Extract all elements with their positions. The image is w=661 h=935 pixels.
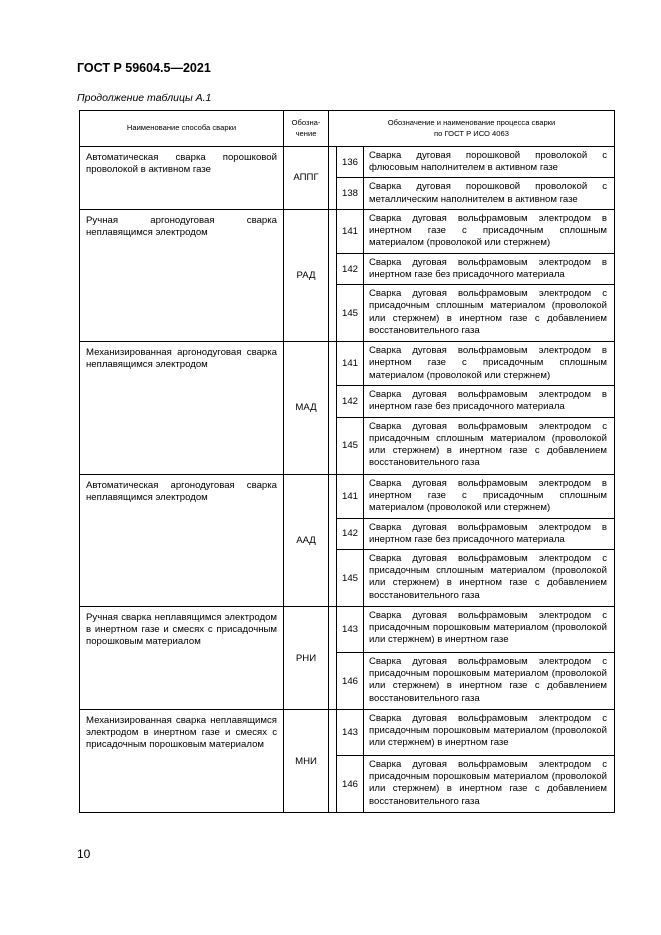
process-code-cell: 142 bbox=[337, 386, 364, 417]
method-cell: Ручная сварка неплавящимся электродом в инертном газе и смесях с присадочным порошковым материалом bbox=[80, 607, 284, 710]
process-code-cell: 141 bbox=[337, 474, 364, 518]
column-header-process bbox=[329, 111, 615, 147]
process-code-cell: 145 bbox=[337, 417, 364, 474]
designation-cell: МАД bbox=[284, 342, 329, 474]
process-name-cell: Сварка дуговая вольфрамовым электродом в инертном газе без присадочного материала bbox=[364, 253, 615, 284]
column-header-designation-line1: Обозна- bbox=[291, 118, 321, 127]
column-gap bbox=[329, 342, 337, 474]
table-continuation-label: Продолжение таблицы А.1 bbox=[77, 92, 212, 104]
process-code-cell: 146 bbox=[337, 653, 364, 710]
designation-cell: РНИ bbox=[284, 607, 329, 710]
column-gap bbox=[329, 710, 337, 813]
table-row bbox=[80, 474, 615, 518]
method-cell: Механизированная аргонодуговая сварка неплавящимся электродом bbox=[80, 342, 284, 474]
process-name-cell: Сварка дуговая порошковой проволокой с металлическим наполнителем в активном газе bbox=[364, 178, 615, 209]
table-row bbox=[80, 607, 615, 653]
process-code-cell: 142 bbox=[337, 253, 364, 284]
method-cell: Автоматическая сварка порошковой проволокой в активном газе bbox=[80, 147, 284, 210]
column-header-process-line2: по ГОСТ Р ИСО 4063 bbox=[434, 128, 509, 138]
column-header-method-text: Наименование способа сварки bbox=[126, 123, 237, 133]
process-code-cell: 141 bbox=[337, 209, 364, 253]
method-cell: Механизированная сварка неплавящимся электродом в инертном газе и смесях с присадочным порошковым материалом bbox=[80, 710, 284, 813]
process-code-cell: 136 bbox=[337, 147, 364, 178]
table-row bbox=[80, 342, 615, 386]
process-code-cell: 145 bbox=[337, 550, 364, 607]
page-number: 10 bbox=[77, 847, 91, 861]
process-name-cell: Сварка дуговая вольфрамовым электродом в инертном газе без присадочного материала bbox=[364, 518, 615, 549]
process-name-cell: Сварка дуговая вольфрамовым электродом с присадочным порошковым материалом (проволокой или стержнем) в инертном газе с добавлением восстановительного газа bbox=[364, 756, 615, 813]
process-name-cell: Сварка дуговая вольфрамовым электродом с присадочным порошковым материалом (проволокой или стержнем) в инертном газе bbox=[364, 710, 615, 756]
method-cell: Автоматическая аргонодуговая сварка неплавящимся электродом bbox=[80, 474, 284, 606]
column-gap bbox=[329, 474, 337, 606]
column-gap bbox=[329, 607, 337, 710]
process-code-cell: 143 bbox=[337, 710, 364, 756]
table-row bbox=[80, 209, 615, 253]
process-code-cell: 142 bbox=[337, 518, 364, 549]
process-name-cell: Сварка дуговая вольфрамовым электродом в инертном газе с присадочным сплошным материалом (проволокой или стержнем) bbox=[364, 209, 615, 253]
designation-cell: АППГ bbox=[284, 147, 329, 210]
process-code-cell: 138 bbox=[337, 178, 364, 209]
welding-methods-table bbox=[79, 110, 615, 813]
column-header-method bbox=[80, 111, 284, 147]
method-cell: Ручная аргонодуговая сварка неплавящимся электродом bbox=[80, 209, 284, 341]
process-code-cell: 141 bbox=[337, 342, 364, 386]
process-name-cell: Сварка дуговая вольфрамовым электродом в инертном газе без присадочного материала bbox=[364, 386, 615, 417]
column-gap bbox=[329, 147, 337, 210]
process-name-cell: Сварка дуговая вольфрамовым электродом с присадочным сплошным материалом (проволокой или стержнем) в инертном газе с добавлением восстановительного газа bbox=[364, 417, 615, 474]
process-name-cell: Сварка дуговая вольфрамовым электродом в инертном газе с присадочным сплошным материалом (проволокой или стержнем) bbox=[364, 474, 615, 518]
column-header-process-line1: Обозначение и наименование процесса сварки bbox=[387, 118, 556, 127]
table-header-row bbox=[80, 111, 615, 147]
column-header-designation-line2: чение bbox=[295, 128, 317, 138]
column-gap bbox=[329, 209, 337, 341]
process-name-cell: Сварка дуговая вольфрамовым электродом с присадочным сплошным материалом (проволокой или стержнем) в инертном газе с добавлением восстановительного газа bbox=[364, 550, 615, 607]
table-row bbox=[80, 147, 615, 178]
table-row bbox=[80, 710, 615, 756]
process-name-cell: Сварка дуговая вольфрамовым электродом с присадочным порошковым материалом (проволокой или стержнем) в инертном газе с добавлением восстановительного газа bbox=[364, 653, 615, 710]
designation-cell: ААД bbox=[284, 474, 329, 606]
process-name-cell: Сварка дуговая порошковой проволокой с флюсовым наполнителем в активном газе bbox=[364, 147, 615, 178]
designation-cell: МНИ bbox=[284, 710, 329, 813]
process-code-cell: 143 bbox=[337, 607, 364, 653]
process-code-cell: 145 bbox=[337, 285, 364, 342]
process-name-cell: Сварка дуговая вольфрамовым электродом с присадочным сплошным материалом (проволокой или стержнем) в инертном газе с добавлением восстановительного газа bbox=[364, 285, 615, 342]
document-title: ГОСТ Р 59604.5—2021 bbox=[77, 61, 211, 75]
process-name-cell: Сварка дуговая вольфрамовым электродом с присадочным порошковым материалом (проволокой или стержнем) в инертном газе bbox=[364, 607, 615, 653]
designation-cell: РАД bbox=[284, 209, 329, 341]
process-code-cell: 146 bbox=[337, 756, 364, 813]
process-name-cell: Сварка дуговая вольфрамовым электродом в инертном газе с присадочным сплошным материалом (проволокой или стержнем) bbox=[364, 342, 615, 386]
column-header-designation bbox=[284, 111, 329, 147]
